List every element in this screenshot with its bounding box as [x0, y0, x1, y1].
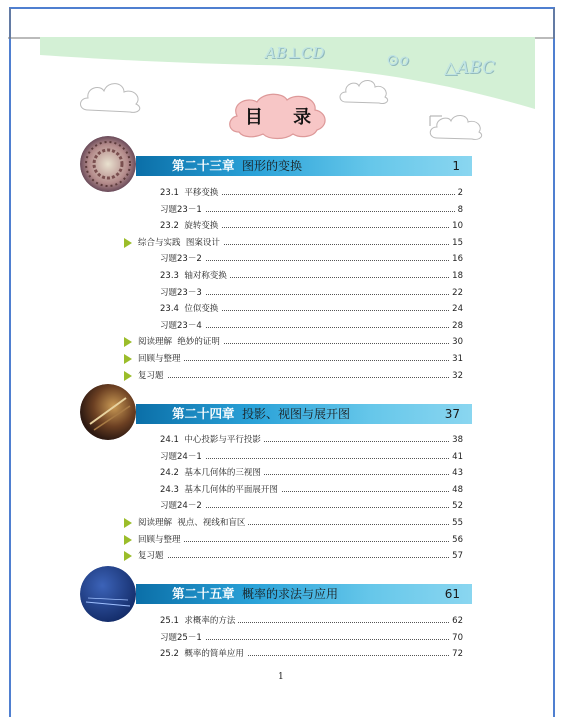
toc-entry-page: 28	[449, 319, 463, 333]
section-marker-icon	[124, 518, 132, 528]
toc-entry[interactable]	[160, 466, 463, 480]
chapter-25-image	[80, 566, 136, 622]
toc-entry-page: 48	[449, 483, 463, 497]
toc-entry-page: 52	[449, 499, 463, 513]
toc-entry-title: 23.3 轴对称变换	[160, 269, 230, 283]
toc-entry-title: 24.1 中心投影与平行投影	[160, 433, 264, 447]
toc-entry-page: 22	[449, 286, 463, 300]
toc-entry-title: 24.2 基本几何体的三视图	[160, 466, 264, 480]
toc-entry[interactable]	[138, 369, 463, 383]
chapter-23-number: 第二十三章	[172, 158, 235, 173]
toc-entry[interactable]	[138, 533, 463, 547]
toc-leader-dots	[138, 377, 463, 378]
chapter-25-header[interactable]	[136, 584, 472, 604]
toc-leader-dots	[160, 639, 463, 640]
toc-entry-title: 复习题	[138, 369, 167, 383]
toc-entry-title: 回顾与整理	[138, 352, 184, 366]
toc-entry-page: 31	[449, 352, 463, 366]
toc-leader-dots	[160, 458, 463, 459]
toc-entry-page: 72	[449, 647, 463, 661]
toc-leader-dots	[138, 541, 463, 542]
toc-entry[interactable]	[160, 319, 463, 333]
toc-entry-page: 57	[449, 549, 463, 563]
toc-leader-dots	[160, 211, 463, 212]
toc-entry[interactable]	[160, 252, 463, 266]
toc-entry[interactable]	[160, 483, 463, 497]
chapter-23-header[interactable]	[136, 156, 472, 176]
toc-entry[interactable]	[160, 631, 463, 645]
chapter-25-title: 概率的求法与应用	[242, 587, 339, 601]
toc-entry-title: 习题25－1	[160, 631, 205, 645]
toc-entry-title: 阅读理解 视点、视线和盲区	[138, 516, 248, 530]
toc-entry[interactable]	[160, 433, 463, 447]
chapter-23-title: 图形的变换	[242, 159, 303, 173]
section-marker-icon	[124, 551, 132, 561]
cloud-left	[78, 78, 148, 118]
decor-text-lines: AB⊥CD	[265, 44, 325, 62]
decor-text-circle: ⊙o	[386, 50, 410, 69]
page-number: 1	[278, 672, 284, 682]
toc-entry-page: 32	[449, 369, 463, 383]
toc-leader-dots	[160, 507, 463, 508]
cloud-middle	[338, 76, 394, 108]
chapter-24-number: 第二十四章	[172, 406, 235, 421]
toc-entry-page: 56	[449, 533, 463, 547]
toc-entry[interactable]	[160, 286, 463, 300]
chapter-24-page: 37	[444, 407, 460, 421]
toc-entry-title: 回顾与整理	[138, 533, 184, 547]
chapter-25-number: 第二十五章	[172, 586, 235, 601]
toc-entry-page: 43	[449, 466, 463, 480]
toc-entry-title: 23.4 位似变换	[160, 302, 221, 316]
toc-entry-title: 习题23－2	[160, 252, 205, 266]
toc-leader-dots	[160, 260, 463, 261]
toc-entry[interactable]	[160, 302, 463, 316]
toc-entry[interactable]	[138, 516, 463, 530]
toc-entry-page: 24	[449, 302, 463, 316]
toc-entry-page: 15	[449, 236, 463, 250]
toc-entry[interactable]	[160, 647, 463, 661]
section-marker-icon	[124, 371, 132, 381]
toc-entry[interactable]	[138, 236, 463, 250]
section-marker-icon	[124, 354, 132, 364]
toc-entry-page: 18	[449, 269, 463, 283]
toc-entry-title: 23.2 旋转变换	[160, 219, 221, 233]
toc-entry-page: 8	[455, 203, 463, 217]
toc-entry[interactable]	[160, 450, 463, 464]
toc-entry-page: 70	[449, 631, 463, 645]
toc-entry[interactable]	[160, 219, 463, 233]
toc-entry[interactable]	[160, 186, 463, 200]
section-marker-icon	[124, 238, 132, 248]
toc-entry-title: 阅读理解 绝妙的证明	[138, 335, 223, 349]
toc-entry[interactable]	[138, 335, 463, 349]
chapter-24-title: 投影、视图与展开图	[242, 407, 351, 421]
toc-entry-title: 综合与实践 图案设计	[138, 236, 223, 250]
toc-leader-dots	[160, 294, 463, 295]
toc-entry-page: 2	[455, 186, 463, 200]
toc-entry-title: 25.2 概率的简单应用	[160, 647, 247, 661]
chapter-23-page: 1	[452, 159, 460, 173]
toc-entry-page: 16	[449, 252, 463, 266]
toc-entry-title: 23.1 平移变换	[160, 186, 221, 200]
crop-mark-top-left	[8, 8, 42, 42]
toc-entry-title: 习题24－2	[160, 499, 205, 513]
chapter-24-header[interactable]	[136, 404, 472, 424]
toc-entry-title: 习题23－3	[160, 286, 205, 300]
section-marker-icon	[124, 337, 132, 347]
section-marker-icon	[124, 535, 132, 545]
toc-entry[interactable]	[160, 499, 463, 513]
toc-entry[interactable]	[138, 549, 463, 563]
toc-leader-dots	[138, 360, 463, 361]
toc-entry-page: 41	[449, 450, 463, 464]
toc-entry-title: 复习题	[138, 549, 167, 563]
toc-entry[interactable]	[138, 352, 463, 366]
toc-entry-page: 38	[449, 433, 463, 447]
cloud-right	[428, 110, 488, 144]
toc-entry[interactable]	[160, 614, 463, 628]
toc-entry[interactable]	[160, 203, 463, 217]
toc-entry-title: 习题24－1	[160, 450, 205, 464]
chapter-25-page: 61	[444, 587, 460, 601]
page-title: 目 录	[244, 107, 324, 128]
toc-entry-page: 30	[449, 335, 463, 349]
toc-entry-title: 24.3 基本几何体的平面展开图	[160, 483, 281, 497]
toc-entry-title: 25.1 求概率的方法	[160, 614, 238, 628]
chapter-24-image	[80, 384, 136, 440]
toc-leader-dots	[138, 557, 463, 558]
toc-entry-page: 62	[449, 614, 463, 628]
toc-entry-page: 55	[449, 516, 463, 530]
decor-text-triangle: △ABC	[444, 58, 496, 78]
toc-entry[interactable]	[160, 269, 463, 283]
toc-leader-dots	[160, 327, 463, 328]
chapter-23-image	[80, 136, 136, 192]
toc-entry-page: 10	[449, 219, 463, 233]
toc-entry-title: 习题23－1	[160, 203, 205, 217]
toc-entry-title: 习题23－4	[160, 319, 205, 333]
